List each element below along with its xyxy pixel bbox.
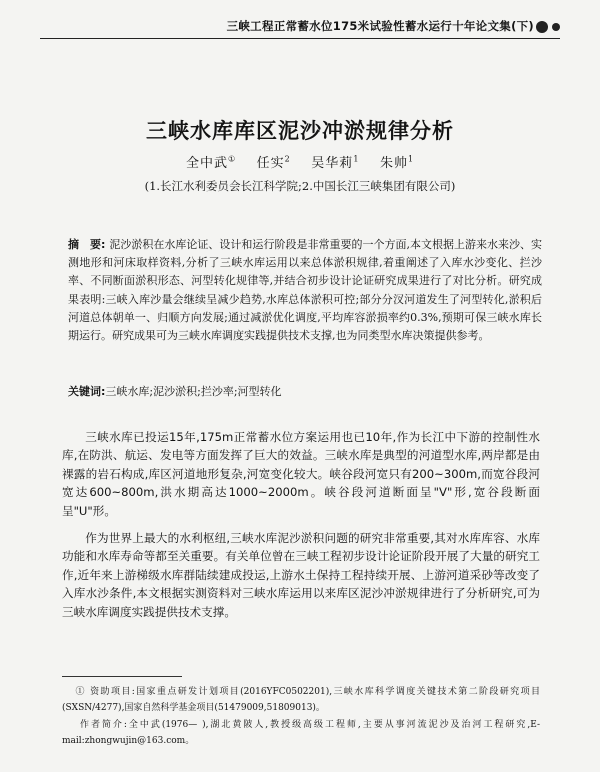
footnote-funding: ① 资助项目:国家重点研发计划项目(2016YFC0502201),三峡水库科学调度关键技术第二阶段研究项目(SXSN/4277),国家自然科学基金项目(51479009,51809013)。 [62, 687, 540, 713]
author-name: 吴华莉 [311, 156, 354, 171]
keywords [68, 383, 542, 401]
keywords-text: 三峡水库;泥沙淤积;拦沙率;河型转化 [105, 385, 282, 398]
body-paragraph-1 [62, 428, 540, 520]
footnote-author-bio: 作者简介:全中武(1976— ),湖北黄陂人,教授级高级工程师,主要从事河流泥沙及治河工程研究,E-mail:zhongwujin@163.com。 [62, 720, 540, 746]
footnote-divider [62, 676, 182, 677]
running-title: 三峡工程正常蓄水位175米试验性蓄水运行十年论文集(下) [226, 19, 534, 33]
author-name: 朱帅 [379, 156, 408, 171]
keywords-label: 关键词: [68, 385, 106, 398]
author-sup: 2 [284, 154, 291, 164]
running-header [40, 16, 560, 39]
black-dot-icon [536, 21, 548, 33]
author-name: 全中武 [185, 156, 228, 171]
abstract-text: 泥沙淤积在水库论证、设计和运行阶段是非常重要的一个方面,本文根据上游来水来沙、实测地形和河床取样资料,分析了三峡水库运用以来总体淤积规律,着重阐述了入库水沙变化、拦沙率、不同断面淤积形态、河型转化规律等,并结合初步设计论证研究成果进行了对比分析。研究成果表明:三峡入库沙量会继续呈减少趋势,水库总体淤积可控;部分分汊河道发生了河型转化,淤积后河道总体朝单一、归顺方向发展;通过减淤优化调度,平均库容淤损率约0.3%,预期可保三峡水库长期运行。研究成果可为三峡水库调度实践提供技术支撑,也为同类型水库决策提供参考。 [68, 238, 542, 343]
paragraph-text: 三峡水库已投运15年,175m正常蓄水位方案运用也已10年,作为长江中下游的控制性水库,在防洪、航运、发电等方面发挥了巨大的效益。三峡水库是典型的河道型水库,两岸都是由裸露的岩石构成,库区河道地形复杂,河宽变化较大。峡谷段河宽只有200~300m,而宽谷段河宽达600~800m,洪水期高达1000~2000m。峡谷段河道断面呈"V"形,宽谷段断面呈"U"形。 [62, 430, 540, 518]
abstract [68, 236, 542, 345]
abstract-label: 摘 要: [68, 238, 106, 251]
author-list [0, 152, 600, 171]
body-paragraph-2 [62, 529, 540, 621]
black-dot-small-icon [552, 23, 560, 31]
author-name: 任实 [256, 156, 285, 171]
affiliation: (1.长江水利委员会长江科学院;2.中国长江三峡集团有限公司) [144, 179, 456, 193]
author-sup: ① [227, 154, 237, 164]
author-sup: 1 [407, 154, 415, 164]
author-sup: 1 [353, 154, 360, 164]
footnotes [62, 685, 540, 749]
paper-title: 三峡水库库区泥沙冲淤规律分析 [146, 119, 454, 143]
paragraph-text: 作为世界上最大的水利枢纽,三峡水库泥沙淤积问题的研究非常重要,其对水库库容、水库功能和水库寿命等都至关重要。有关单位曾在三峡工程初步设计论证阶段开展了大量的研究工作,近年来上游梯级水库群陆续建成投运,上游水土保持工程持续开展、上游河道采砂等改变了入库水沙条件,本文根据实测资料对三峡水库运用以来库区泥沙冲淤规律进行了分析研究,可为三峡水库调度实践提供技术支撑。 [62, 531, 540, 619]
